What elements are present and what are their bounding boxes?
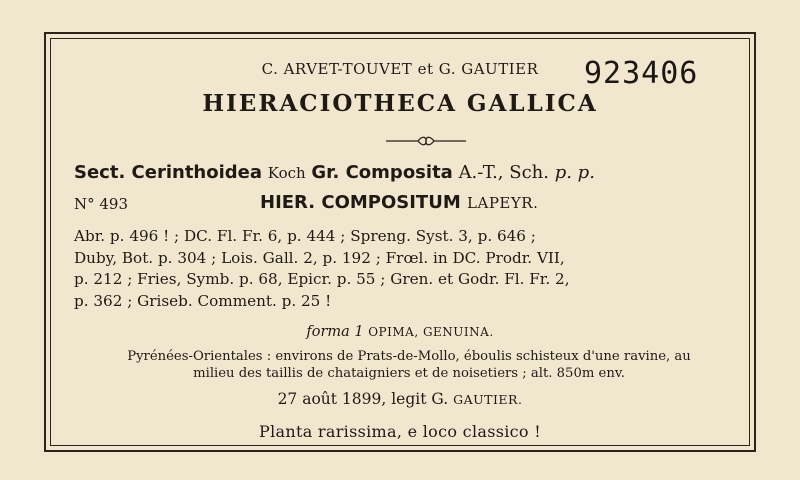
locality-block bbox=[74, 348, 744, 382]
collector-name: GAUTIER. bbox=[453, 392, 523, 407]
label-title: HIERACIOTHECA GALLICA bbox=[202, 90, 598, 117]
locality-line: Pyrénées-Orientales : environs de Prats-de-Mollo, éboulis schisteux d'une ravine, au bbox=[127, 349, 691, 364]
section-author: Koch bbox=[267, 164, 306, 182]
species-name: HIER. COMPOSITUM bbox=[260, 192, 461, 213]
reference-line: p. 212 ; Fries, Symb. p. 68, Epicr. p. 55 ; Gren. et Godr. Fl. Fr. 2, bbox=[74, 270, 570, 288]
group-authors: A.-T., Sch. bbox=[458, 162, 549, 183]
collection-date: 27 août 1899, legit G. bbox=[277, 390, 449, 408]
species-number: N° 493 bbox=[74, 195, 129, 213]
references-block bbox=[74, 226, 744, 312]
forma-name: OPIMA, GENUINA. bbox=[368, 325, 494, 339]
species-author: LAPEYR. bbox=[467, 194, 539, 212]
reference-line: Duby, Bot. p. 304 ; Lois. Gall. 2, p. 192 ; Frœl. in DC. Prodr. VII, bbox=[74, 248, 565, 267]
locality-line: milieu des taillis de chataigniers et de noisetiers ; alt. 850m env. bbox=[193, 366, 625, 381]
reference-line: p. 362 ; Griseb. Comment. p. 25 ! bbox=[74, 291, 332, 310]
forma-prefix: forma 1 bbox=[306, 324, 364, 340]
reference-line: Abr. p. 496 ! ; DC. Fl. Fr. 6, p. 444 ; Spreng. Syst. 3, p. 646 ; bbox=[74, 227, 536, 245]
species-name-group bbox=[260, 192, 538, 213]
date-line bbox=[46, 390, 754, 408]
section-line bbox=[74, 162, 754, 183]
herbarium-label bbox=[44, 32, 756, 452]
section-name: Sect. Cerinthoidea bbox=[74, 162, 263, 183]
species-line bbox=[74, 194, 754, 213]
group-name: Gr. Composita bbox=[311, 162, 453, 183]
label-authors: C. ARVET-TOUVET et G. GAUTIER bbox=[261, 60, 539, 78]
ornament-divider-icon bbox=[386, 134, 466, 148]
forma-line bbox=[46, 324, 754, 340]
catalog-number: 923406 bbox=[584, 56, 699, 91]
pro-parte: p. p. bbox=[554, 162, 595, 183]
label-note: Planta rarissima, e loco classico ! bbox=[259, 422, 541, 441]
